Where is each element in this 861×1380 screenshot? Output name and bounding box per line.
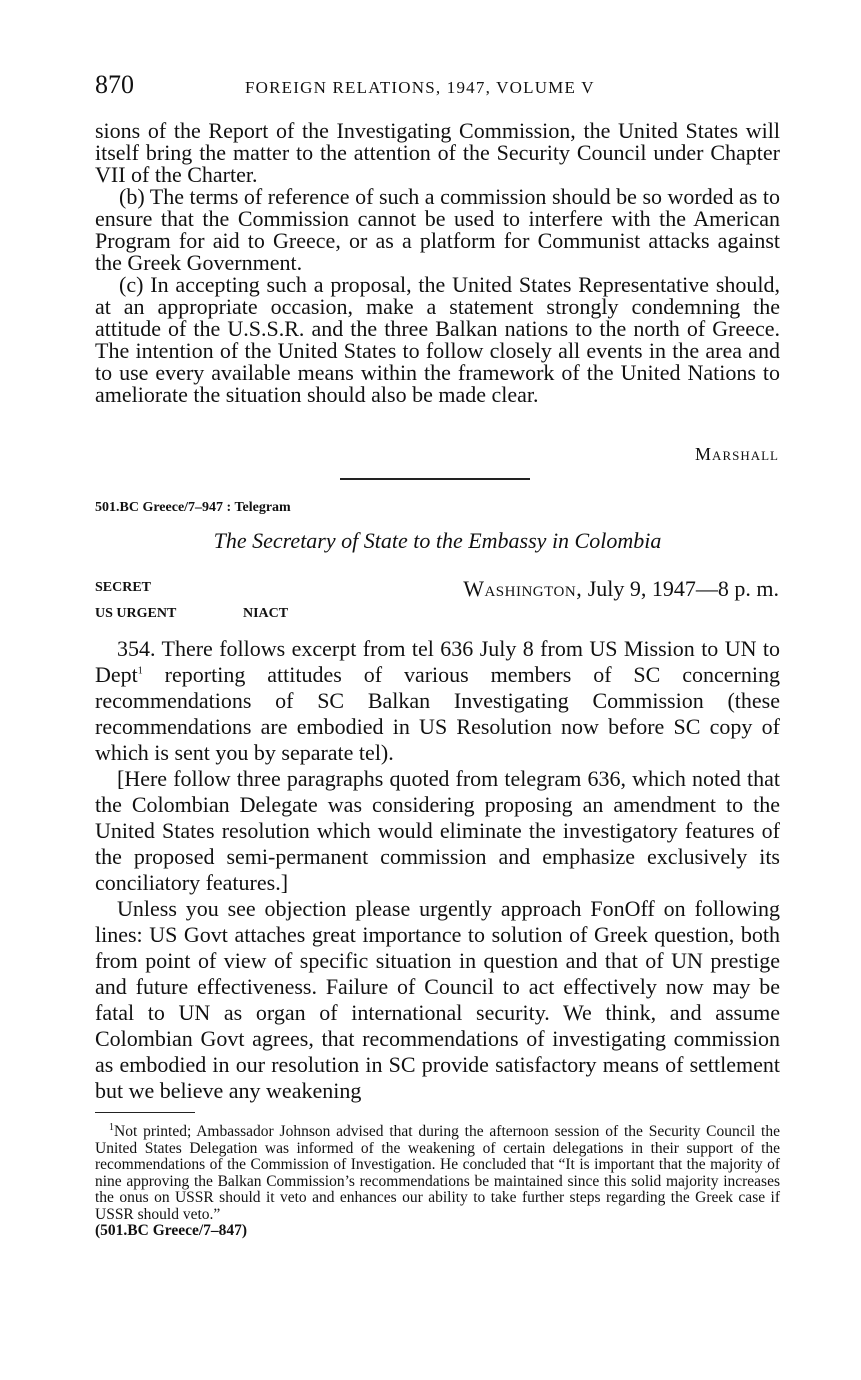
telegram-body [95, 636, 780, 1104]
document-title: The Secretary of State to the Embassy in Colombia [213, 528, 662, 553]
footnote-text: Not printed; Ambassador Johnson advised that during the afternoon session of the Security Council the United States Delegation was informed of the weakening of certain delegations in their support of the recommendations of the Commission of Investigation. He concluded that “It is important that the majority of nine approving the Balkan Commission’s recommendations be maintained since this solid majority increases the onus on USSR should it veto and enhances our ability to take further steps regarding the Greek case if USSR should veto.” [95, 1123, 780, 1223]
file-reference: 501.BC Greece/7–947 : Telegram [95, 500, 291, 515]
urgency-label: US URGENT [95, 606, 177, 621]
dateline-city: Washington, [463, 576, 583, 601]
dateline-date: July 9, 1947—8 p. m. [582, 576, 779, 601]
footnote-divider [95, 1112, 195, 1113]
telegram-paragraph-3: Unless you see objection please urgently approach FonOff on following lines: US Govt attaches great importance to solution of Greek question, both from point of view of specific situation in question and that of UN prestige and future effectiveness. Failure of Council to act effectively now may be fatal to UN as organ of international security. We think, and assume Colombian Govt agrees, that recommendations of investigating commission as embodied in our resolution in SC provide satisfactory means of settlement but we believe any weakening [95, 896, 780, 1103]
page-number: 870 [95, 70, 134, 99]
telegram-paragraph-1-end: reporting attitudes of various members of SC concerning recommendations of SC Balkan Investigating Commission (these recommendations are embodied in US Resolution now before SC copy of which is sent you by separate tel). [95, 662, 780, 765]
signature: Marshall [695, 444, 779, 464]
section-divider [340, 478, 530, 480]
running-head: FOREIGN RELATIONS, 1947, VOLUME V [245, 78, 595, 97]
dateline [463, 576, 779, 602]
paragraph-b: (b) The terms of reference of such a commission should be so worded as to ensure that the Commission cannot be used to interfere with the American Program for aid to Greece, or as a platform for Communist attacks against the Greek Government. [95, 184, 780, 275]
footnote-file-reference: (501.BC Greece/7–847) [95, 1222, 248, 1239]
classification-label: SECRET [95, 580, 152, 595]
telegram-paragraph-1 [95, 636, 780, 766]
telegram-paragraph-2: [Here follow three paragraphs quoted from telegram 636, which noted that the Colombian Delegate was considering proposing an amendment to the United States resolution which would eliminate the investigatory features of the proposed semi-permanent commission and emphasize exclusively its conciliatory features.] [95, 766, 780, 895]
footnote-number: 1 [109, 1121, 114, 1133]
page-header [95, 70, 780, 104]
niact-label: NIACT [243, 606, 289, 621]
footnote [95, 1121, 780, 1240]
footnote-paragraph [95, 1121, 780, 1240]
paragraph-continued: sions of the Report of the Investigating Commission, the United States will itself bring the matter to the attention of the Security Council under Chapter VII of the Charter. [95, 118, 780, 187]
continued-section [95, 120, 780, 406]
telegram-paragraph-1-start: 354. There follows excerpt from tel 636 July 8 from US Mission to UN to Dept [95, 636, 780, 687]
paragraph-c: (c) In accepting such a proposal, the United States Representative should, at an appropriate occasion, make a statement strongly condemning the attitude of the U.S.S.R. and the three Balkan nations to the north of Greece. The intention of the United States to follow closely all events in the area and to use every available means within the framework of the United Nations to ameliorate the situation should also be made clear. [95, 272, 780, 407]
footnote-marker: 1 [137, 665, 143, 677]
